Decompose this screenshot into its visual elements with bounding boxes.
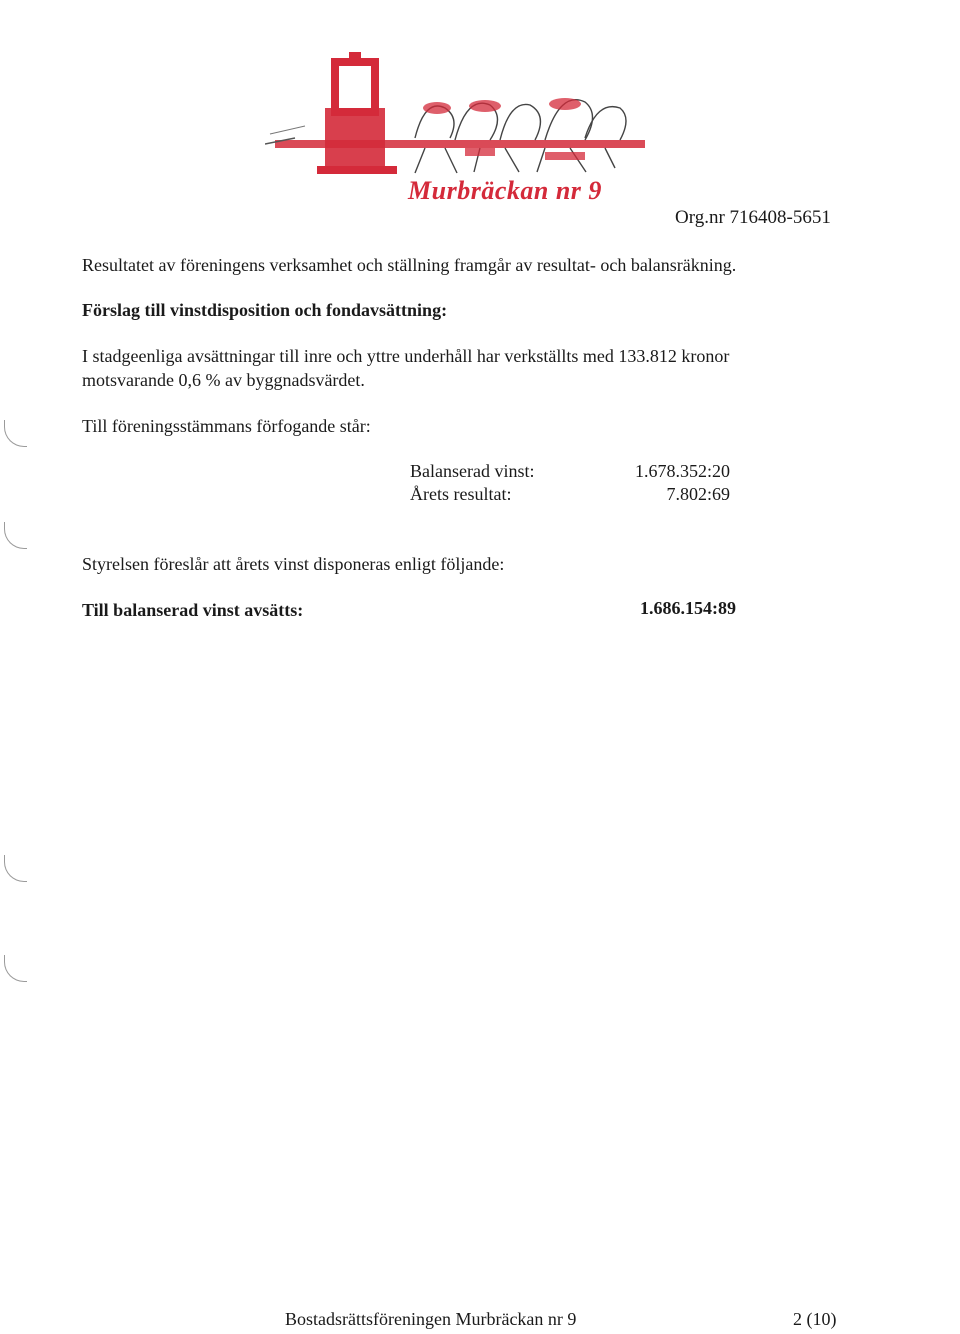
page-number: 2 (10) — [793, 1309, 837, 1329]
final-label: Till balanserad vinst avsätts: — [82, 600, 304, 620]
section-heading: Förslag till vinstdisposition och fondavsättning: — [82, 300, 448, 320]
punch-hole-mark — [4, 955, 27, 982]
maintenance-paragraph-line1: I stadgeenliga avsättningar till inre och yttre underhåll har verkställts med 133.812 kronor — [82, 346, 730, 366]
row-value-arets-resultat: 7.802:69 — [666, 484, 730, 504]
footer-association: Bostadsrättsföreningen Murbräckan nr 9 — [285, 1309, 577, 1329]
murbrackan-logo — [265, 48, 655, 183]
maintenance-paragraph-line2: motsvarande 0,6 % av byggnadsvärdet. — [82, 370, 365, 390]
board-proposal: Styrelsen föreslår att årets vinst disponeras enligt följande: — [82, 554, 505, 574]
row-label-balanserad-vinst: Balanserad vinst: — [410, 461, 535, 481]
disposal-intro: Till föreningsstämmans förfogande står: — [82, 416, 371, 436]
punch-hole-mark — [4, 522, 27, 549]
punch-hole-mark — [4, 855, 27, 882]
punch-hole-mark — [4, 420, 27, 447]
intro-paragraph: Resultatet av föreningens verksamhet och ställning framgår av resultat- och balansräkning. — [82, 255, 737, 275]
logo-title: Murbräckan nr 9 — [408, 176, 602, 205]
row-label-arets-resultat: Årets resultat: — [410, 484, 512, 504]
org-number: Org.nr 716408-5651 — [675, 207, 831, 228]
final-value: 1.686.154:89 — [640, 598, 736, 618]
row-value-balanserad-vinst: 1.678.352:20 — [634, 461, 730, 481]
